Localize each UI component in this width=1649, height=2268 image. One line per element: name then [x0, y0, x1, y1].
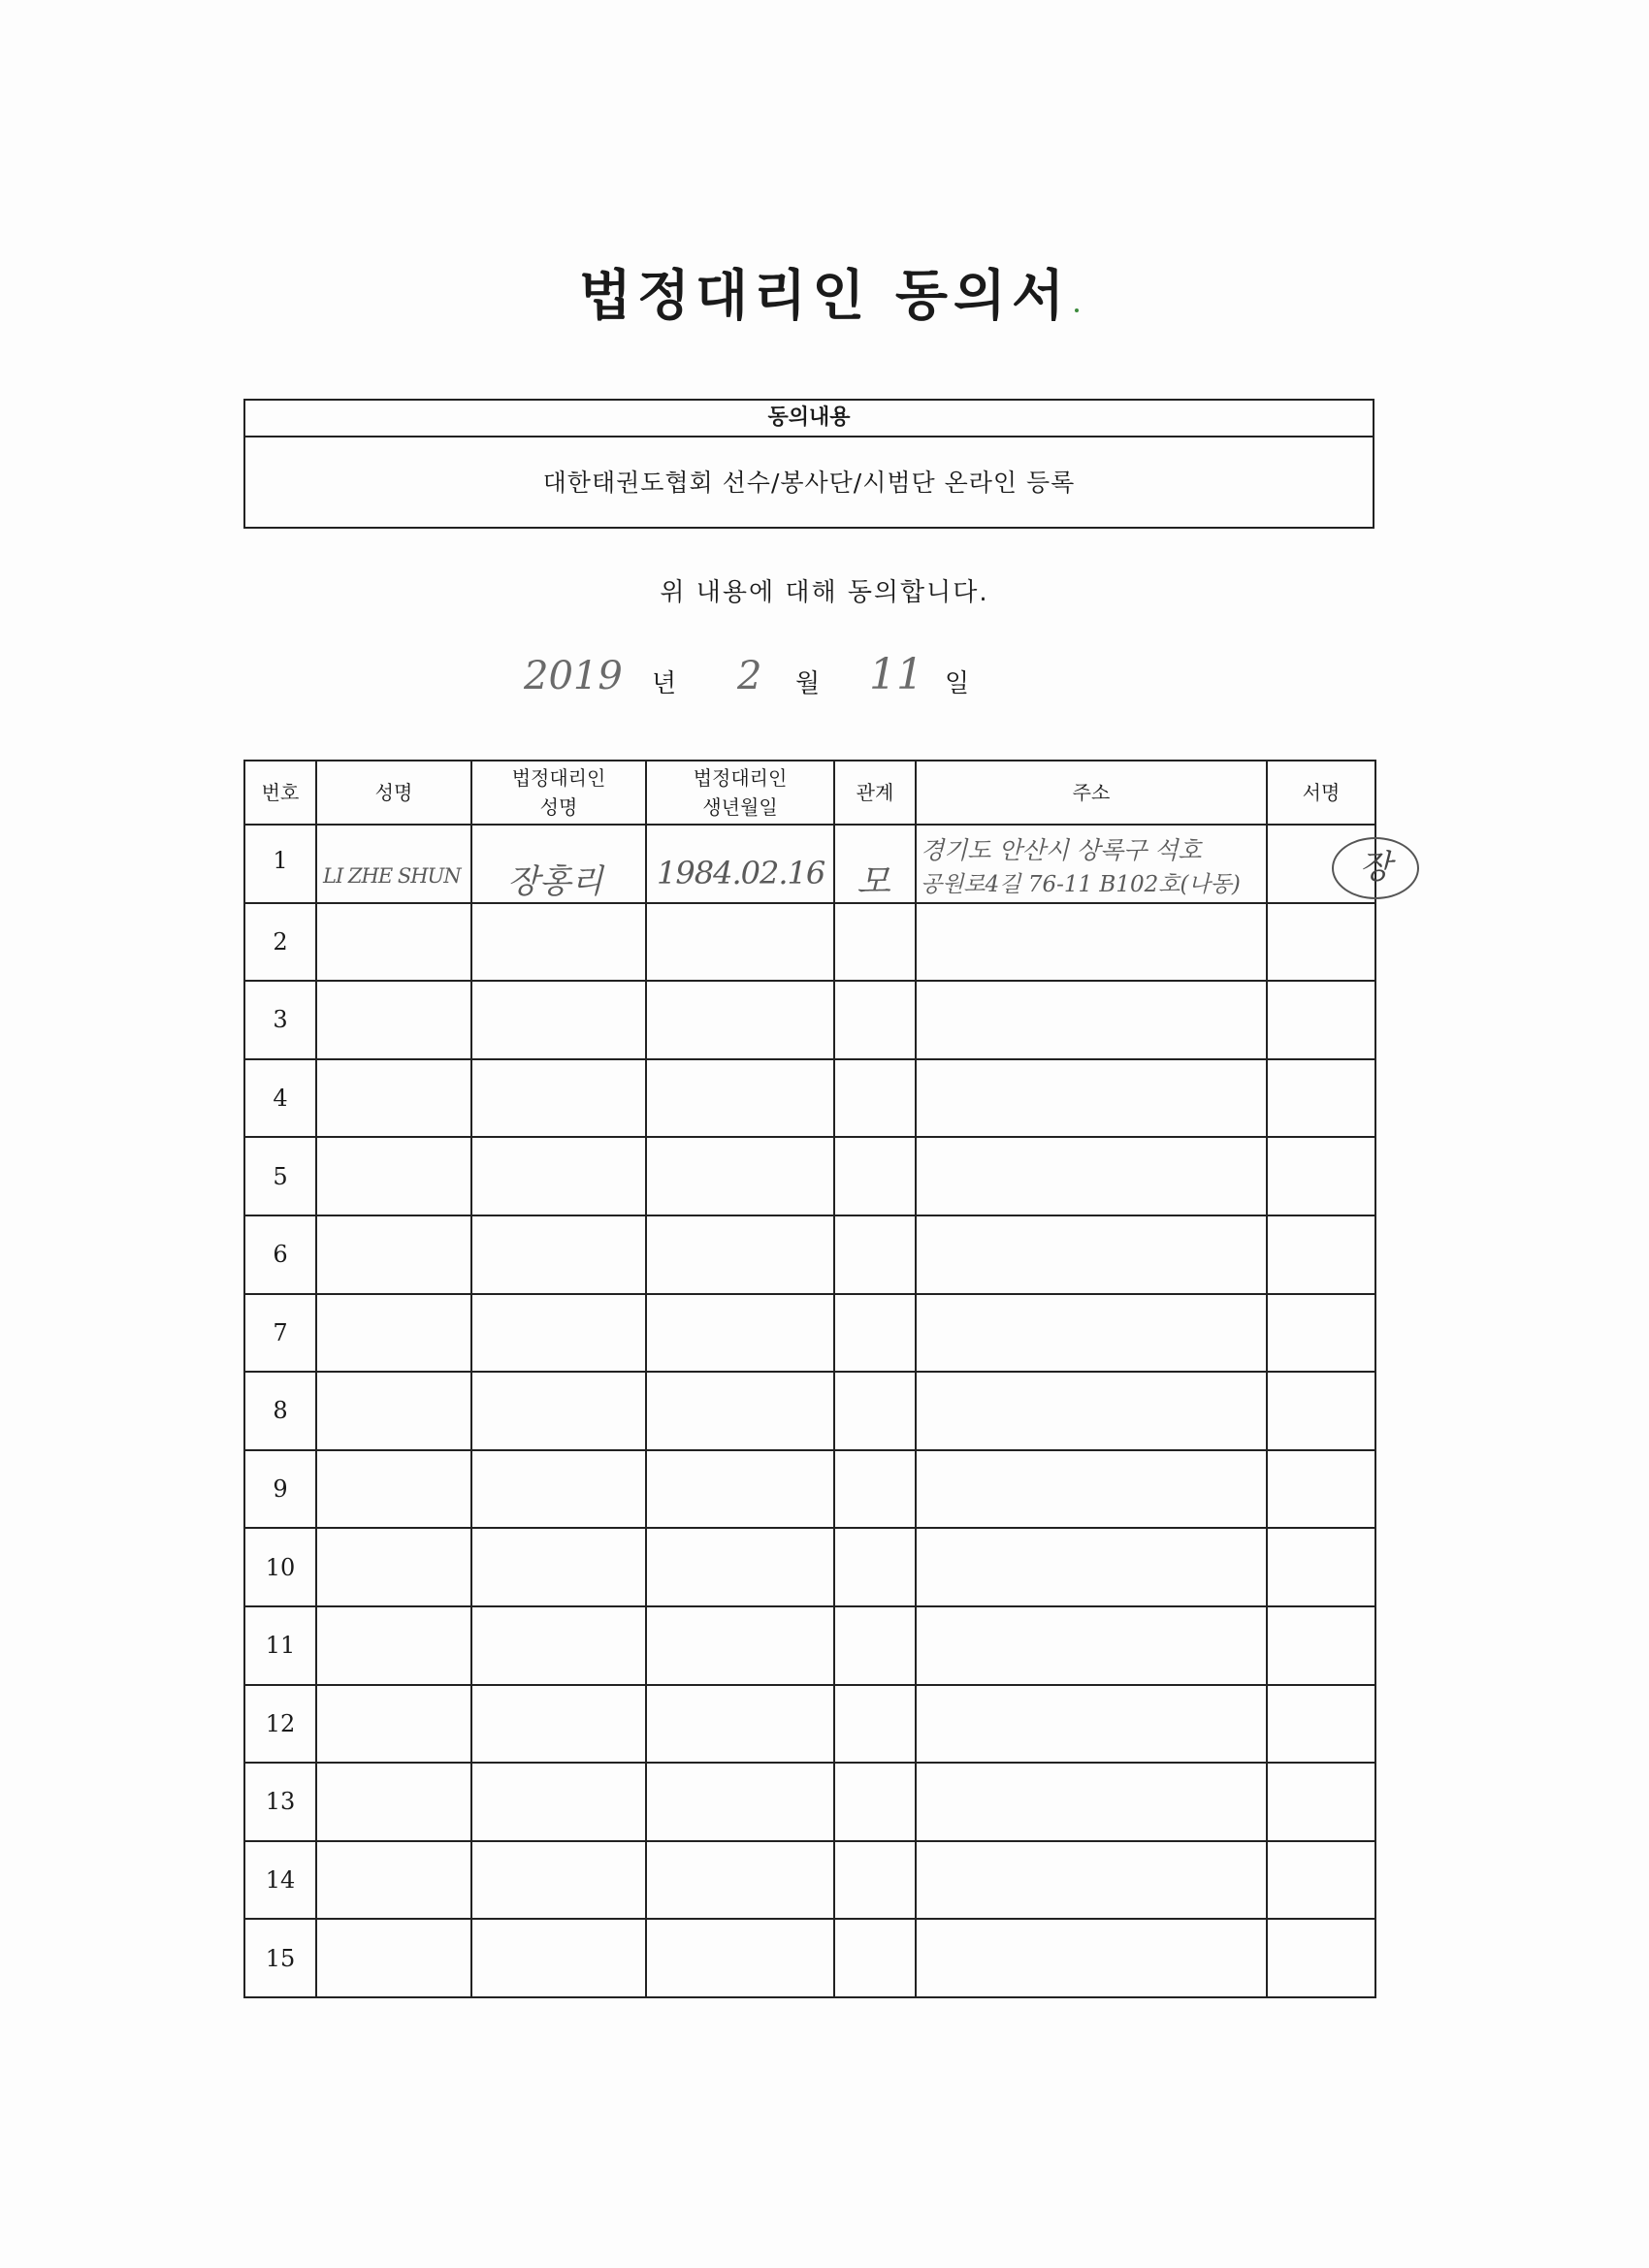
cell-name	[316, 1450, 471, 1529]
cell-address	[916, 1059, 1267, 1138]
cell-address	[916, 1528, 1267, 1606]
cell-relation	[834, 1528, 916, 1606]
table-row	[244, 825, 1375, 903]
header-address: 주소	[916, 761, 1267, 825]
cell-guardian-birth	[646, 1137, 834, 1215]
cell-name	[316, 1841, 471, 1920]
header-signature: 서명	[1267, 761, 1375, 825]
table-body	[244, 825, 1392, 1997]
cell-guardian-birth	[646, 1763, 834, 1841]
cell-address	[916, 1606, 1267, 1685]
cell-name	[316, 903, 471, 982]
cell-name	[316, 1528, 471, 1606]
table-row	[244, 1294, 1375, 1373]
cell-address	[916, 1919, 1267, 1997]
agreement-text: 위 내용에 대해 동의합니다.	[660, 578, 989, 607]
cell-address	[916, 1763, 1267, 1841]
table-row	[244, 981, 1375, 1059]
cell-relation	[834, 981, 916, 1059]
row-number: 13	[244, 1763, 316, 1841]
cell-address	[916, 1137, 1267, 1215]
cell-guardian-birth	[646, 1685, 834, 1764]
cell-guardian-name	[471, 1294, 646, 1373]
cell-guardian-name	[471, 1372, 646, 1450]
cell-signature	[1267, 1528, 1375, 1606]
cell-address	[916, 903, 1267, 982]
header-guardian-birth	[646, 761, 834, 825]
table-row	[244, 1919, 1375, 1997]
header-name: 성명	[316, 761, 471, 825]
cell-relation	[834, 1685, 916, 1764]
cell-name	[316, 825, 471, 903]
cell-relation	[834, 903, 916, 982]
row-number: 3	[244, 981, 316, 1059]
cell-relation	[834, 1137, 916, 1215]
date-month-label: 월	[795, 669, 821, 698]
cell-guardian-birth	[646, 1841, 834, 1920]
document-title: 법정대리인 동의서	[578, 265, 1071, 328]
cell-relation	[834, 1841, 916, 1920]
cell-address	[916, 825, 1267, 903]
cell-relation	[834, 1763, 916, 1841]
cell-guardian-name	[471, 1059, 646, 1138]
date-year: 2019	[524, 654, 623, 698]
cell-relation	[834, 1215, 916, 1294]
consent-header: 동의내용	[245, 401, 1373, 437]
cell-guardian-name	[471, 825, 646, 903]
row-number: 15	[244, 1919, 316, 1997]
cell-address	[916, 1294, 1267, 1373]
cell-guardian-name	[471, 1841, 646, 1920]
date-row	[0, 650, 1649, 708]
cell-name	[316, 981, 471, 1059]
table-header-row	[244, 761, 1375, 825]
header-guardian-name-line1: 법정대리인	[511, 766, 606, 790]
row-number: 10	[244, 1528, 316, 1606]
cell-guardian-birth	[646, 1606, 834, 1685]
cell-signature	[1267, 1841, 1375, 1920]
handwritten-address-line2: 공원로4길 76-11 B102호(나동)	[921, 872, 1241, 897]
table-row	[244, 1606, 1375, 1685]
cell-name	[316, 1215, 471, 1294]
row-number: 11	[244, 1606, 316, 1685]
handwritten-name: LI ZHE SHUN	[323, 864, 461, 888]
cell-name	[316, 1919, 471, 1997]
cell-name	[316, 1137, 471, 1215]
cell-address	[916, 1372, 1267, 1450]
roster-table	[243, 760, 1392, 1998]
cell-guardian-name	[471, 981, 646, 1059]
header-guardian-birth-line1: 법정대리인	[693, 766, 788, 790]
table-row	[244, 1137, 1375, 1215]
cell-relation	[834, 1919, 916, 1997]
cell-signature	[1267, 825, 1392, 903]
handwritten-guardian-name: 장홍리	[507, 862, 603, 901]
header-relation: 관계	[834, 761, 916, 825]
signature-seal: 장	[1332, 837, 1419, 899]
cell-address	[916, 1841, 1267, 1920]
cell-guardian-birth	[646, 1294, 834, 1373]
cell-signature	[1267, 1215, 1375, 1294]
cell-signature	[1267, 1685, 1375, 1764]
cell-guardian-name	[471, 903, 646, 982]
date-year-label: 년	[652, 669, 677, 698]
row-number: 7	[244, 1294, 316, 1373]
consent-content: 대한태권도협회 선수/봉사단/시범단 온라인 등록	[542, 469, 1076, 497]
header-guardian-name	[471, 761, 646, 825]
cell-signature	[1267, 1450, 1375, 1529]
cell-guardian-name	[471, 1919, 646, 1997]
cell-address	[916, 1215, 1267, 1294]
cell-signature	[1267, 903, 1375, 982]
cell-guardian-birth	[646, 825, 834, 903]
cell-relation	[834, 825, 916, 903]
cell-signature	[1267, 1137, 1375, 1215]
cell-address	[916, 1450, 1267, 1529]
cell-signature	[1267, 981, 1375, 1059]
cell-signature	[1267, 1294, 1375, 1373]
table-row	[244, 1763, 1375, 1841]
scan-speck	[1075, 308, 1079, 312]
table-row	[244, 1372, 1375, 1450]
cell-name	[316, 1372, 471, 1450]
header-guardian-name-line2: 성명	[539, 795, 578, 819]
table-row	[244, 1059, 1375, 1138]
table-row	[244, 1215, 1375, 1294]
row-number: 1	[244, 825, 316, 903]
cell-name	[316, 1606, 471, 1685]
consent-box	[243, 399, 1374, 529]
table-row	[244, 1528, 1375, 1606]
cell-guardian-birth	[646, 1372, 834, 1450]
cell-guardian-birth	[646, 903, 834, 982]
row-number: 9	[244, 1450, 316, 1529]
handwritten-guardian-birth: 1984.02.16	[657, 855, 825, 891]
header-number: 번호	[244, 761, 316, 825]
cell-name	[316, 1059, 471, 1138]
cell-guardian-name	[471, 1137, 646, 1215]
cell-guardian-birth	[646, 1450, 834, 1529]
row-number: 6	[244, 1215, 316, 1294]
cell-guardian-birth	[646, 981, 834, 1059]
cell-relation	[834, 1606, 916, 1685]
header-guardian-birth-line2: 생년월일	[702, 795, 778, 819]
row-number: 14	[244, 1841, 316, 1920]
cell-name	[316, 1294, 471, 1373]
cell-guardian-name	[471, 1606, 646, 1685]
cell-address	[916, 981, 1267, 1059]
table-row	[244, 1450, 1375, 1529]
cell-signature	[1267, 1059, 1375, 1138]
cell-relation	[834, 1294, 916, 1373]
cell-name	[316, 1763, 471, 1841]
cell-guardian-birth	[646, 1215, 834, 1294]
cell-guardian-name	[471, 1685, 646, 1764]
cell-guardian-birth	[646, 1059, 834, 1138]
cell-guardian-birth	[646, 1919, 834, 1997]
cell-guardian-name	[471, 1528, 646, 1606]
cell-signature	[1267, 1763, 1375, 1841]
table-row	[244, 903, 1375, 982]
cell-guardian-name	[471, 1215, 646, 1294]
cell-guardian-name	[471, 1450, 646, 1529]
cell-address	[916, 1685, 1267, 1764]
table-row	[244, 1841, 1375, 1920]
row-number: 5	[244, 1137, 316, 1215]
table-row	[244, 1685, 1375, 1764]
row-number: 4	[244, 1059, 316, 1138]
cell-relation	[834, 1059, 916, 1138]
row-number: 8	[244, 1372, 316, 1450]
cell-signature	[1267, 1372, 1375, 1450]
cell-relation	[834, 1372, 916, 1450]
cell-name	[316, 1685, 471, 1764]
cell-relation	[834, 1450, 916, 1529]
date-day: 11	[869, 650, 923, 699]
cell-signature	[1267, 1606, 1375, 1685]
cell-guardian-name	[471, 1763, 646, 1841]
handwritten-address-line1: 경기도 안산시 상록구 석호	[921, 836, 1202, 864]
date-month: 2	[737, 654, 762, 698]
cell-signature	[1267, 1919, 1375, 1997]
handwritten-relation: 모	[857, 862, 890, 902]
row-number: 12	[244, 1685, 316, 1764]
date-day-label: 일	[945, 669, 970, 698]
row-number: 2	[244, 903, 316, 982]
cell-guardian-birth	[646, 1528, 834, 1606]
